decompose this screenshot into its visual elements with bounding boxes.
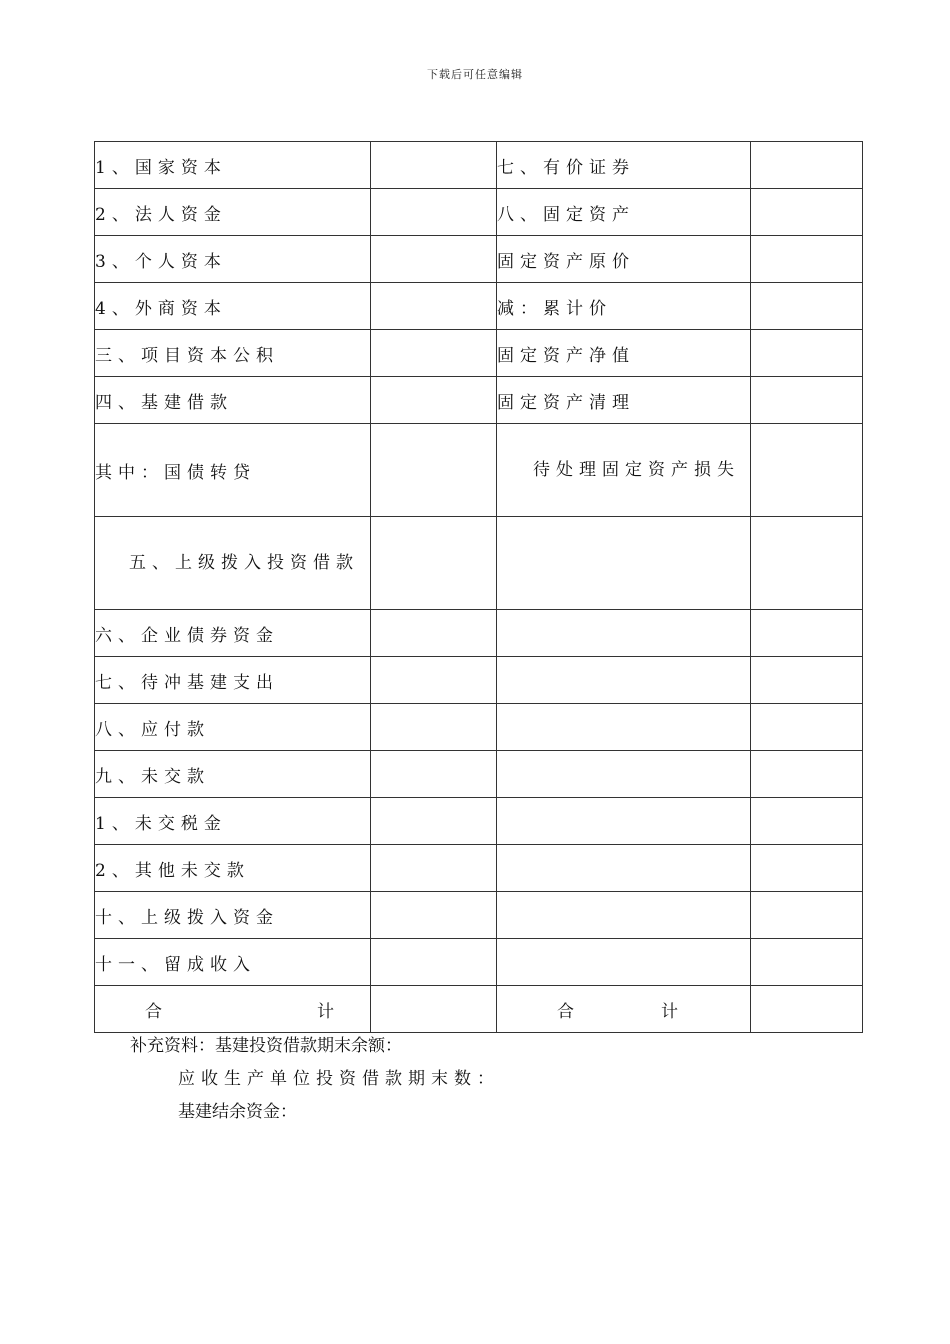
row-label: 十一、留成收入 [95,939,371,986]
value-cell[interactable] [751,236,863,283]
table-row [95,517,863,610]
table-row [95,610,863,657]
value-cell[interactable] [497,751,751,798]
total-label-left [95,986,371,1033]
balance-table [94,141,863,1033]
value-cell[interactable] [371,236,497,283]
row-label: 3、个人资本 [95,236,371,283]
value-cell[interactable] [371,751,497,798]
supplementary-notes [130,1030,500,1129]
value-cell[interactable] [497,610,751,657]
total-char: 计 [317,1001,340,1022]
value-cell[interactable] [751,377,863,424]
total-value-cell[interactable] [751,986,863,1033]
note-line: 补充资料：基建投资借款期末余额： [130,1036,402,1056]
row-label: 1、国家资本 [95,142,371,189]
row-label: 4、外商资本 [95,283,371,330]
row-label: 七、有价证券 [497,142,751,189]
table-row [95,377,863,424]
value-cell[interactable] [371,142,497,189]
total-char: 合 [557,1001,580,1022]
row-label: 五、上级拨入投资借款 [95,517,371,610]
value-cell[interactable] [751,798,863,845]
value-cell[interactable] [371,517,497,610]
value-cell[interactable] [371,610,497,657]
value-cell[interactable] [371,424,497,517]
row-label: 十、上级拨入资金 [95,892,371,939]
table-row [95,657,863,704]
row-label: 六、企业债券资金 [95,610,371,657]
table-row [95,892,863,939]
value-cell[interactable] [751,142,863,189]
total-char: 合 [145,1001,168,1022]
value-cell[interactable] [371,657,497,704]
table-row [95,189,863,236]
value-cell[interactable] [371,377,497,424]
value-cell[interactable] [751,517,863,610]
value-cell[interactable] [497,704,751,751]
value-cell[interactable] [371,189,497,236]
row-label: 固定资产净值 [497,330,751,377]
value-cell[interactable] [497,845,751,892]
value-cell[interactable] [751,610,863,657]
value-cell[interactable] [497,939,751,986]
note-line: 基建结余资金： [178,1102,297,1122]
value-cell[interactable] [371,330,497,377]
total-row [95,986,863,1033]
row-label: 七、待冲基建支出 [95,657,371,704]
value-cell[interactable] [371,845,497,892]
total-char: 计 [661,1001,684,1022]
value-cell[interactable] [497,517,751,610]
total-label-right [497,986,751,1033]
value-cell[interactable] [497,657,751,704]
table-row [95,330,863,377]
table-row [95,751,863,798]
row-label: 固定资产清理 [497,377,751,424]
table-row [95,845,863,892]
value-cell[interactable] [751,283,863,330]
value-cell[interactable] [751,330,863,377]
value-cell[interactable] [371,283,497,330]
value-cell[interactable] [751,704,863,751]
table-row [95,939,863,986]
row-label: 其中：国债转贷 [95,424,371,517]
row-label: 三、项目资本公积 [95,330,371,377]
value-cell[interactable] [751,189,863,236]
total-value-cell[interactable] [371,986,497,1033]
row-label: 八、应付款 [95,704,371,751]
row-label: 2、法人资金 [95,189,371,236]
table-row [95,798,863,845]
value-cell[interactable] [751,939,863,986]
row-label: 九、未交款 [95,751,371,798]
value-cell[interactable] [751,892,863,939]
row-label: 1、未交税金 [95,798,371,845]
row-label: 固定资产原价 [497,236,751,283]
value-cell[interactable] [371,798,497,845]
note-line: 应收生产单位投资借款期末数： [178,1069,500,1089]
table-row [95,142,863,189]
table-row [95,236,863,283]
value-cell[interactable] [751,657,863,704]
value-cell[interactable] [497,892,751,939]
value-cell[interactable] [751,751,863,798]
value-cell[interactable] [751,845,863,892]
page-header: 下载后可任意编辑 [427,68,523,81]
value-cell[interactable] [371,704,497,751]
value-cell[interactable] [751,424,863,517]
row-label: 八、固定资产 [497,189,751,236]
value-cell[interactable] [497,798,751,845]
table-row [95,704,863,751]
table-row [95,283,863,330]
table-row [95,424,863,517]
value-cell[interactable] [371,939,497,986]
value-cell[interactable] [371,892,497,939]
row-label: 四、基建借款 [95,377,371,424]
row-label: 待处理固定资产损失 [497,424,751,517]
row-label: 减：累计价 [497,283,751,330]
row-label: 2、其他未交款 [95,845,371,892]
